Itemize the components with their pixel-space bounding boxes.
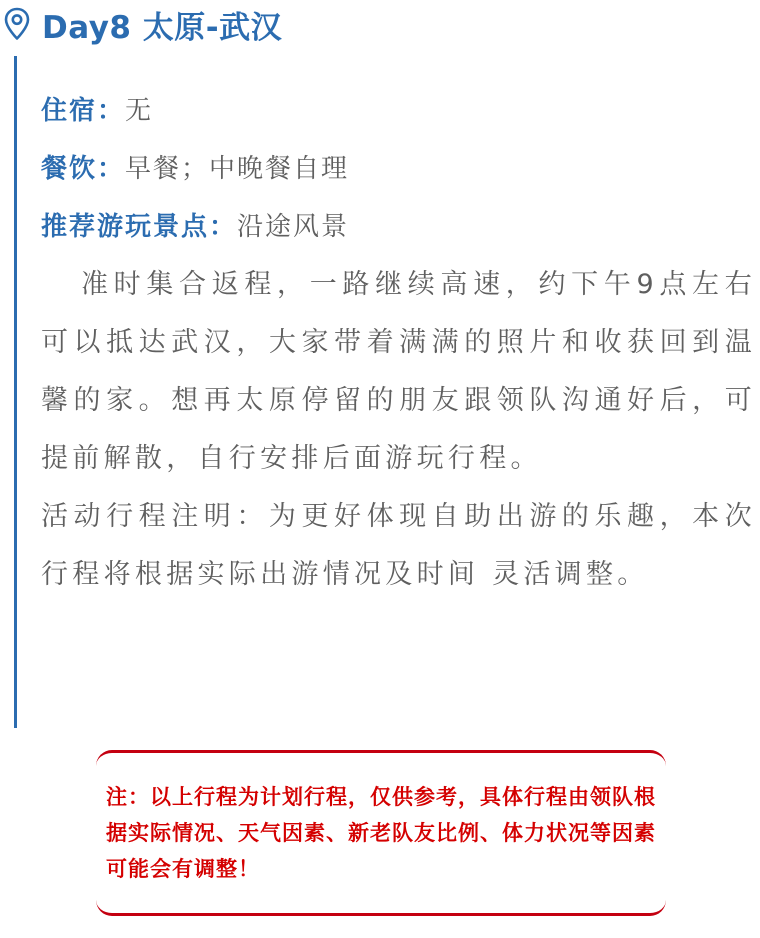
location-pin-icon <box>4 7 30 41</box>
activity-note-paragraph: 活动行程注明：为更好体现自助出游的乐趣，本次行程将根据实际出游情况及时间 灵活调整。 <box>41 501 756 590</box>
day-content <box>41 82 756 604</box>
lodging-label: 住宿： <box>41 96 126 126</box>
lodging-line <box>41 82 756 140</box>
meals-label: 餐饮： <box>41 154 126 184</box>
notice-text: 注：以上行程为计划行程，仅供参考，具体行程由领队根据实际情况、天气因素、新老队友比例、体力状况等因素可能会有调整！ <box>106 785 656 881</box>
meals-value: 早餐；中晚餐自理 <box>125 154 350 184</box>
sights-label: 推荐游玩景点： <box>41 212 238 242</box>
sights-line <box>41 198 756 256</box>
meals-line <box>41 140 756 198</box>
notice-box <box>96 750 666 916</box>
day-title: Day8 太原-武汉 <box>42 9 283 46</box>
lodging-value: 无 <box>125 96 154 126</box>
day-header <box>4 2 282 46</box>
description-paragraph: 准时集合返程，一路继续高速，约下午9点左右可以抵达武汉，大家带着满满的照片和收获回到温馨的家。想再太原停留的朋友跟领队沟通好后，可提前解散，自行安排后面游玩行程。 <box>41 269 756 474</box>
timeline-bar <box>14 56 17 728</box>
sights-value: 沿途风景 <box>237 212 350 242</box>
